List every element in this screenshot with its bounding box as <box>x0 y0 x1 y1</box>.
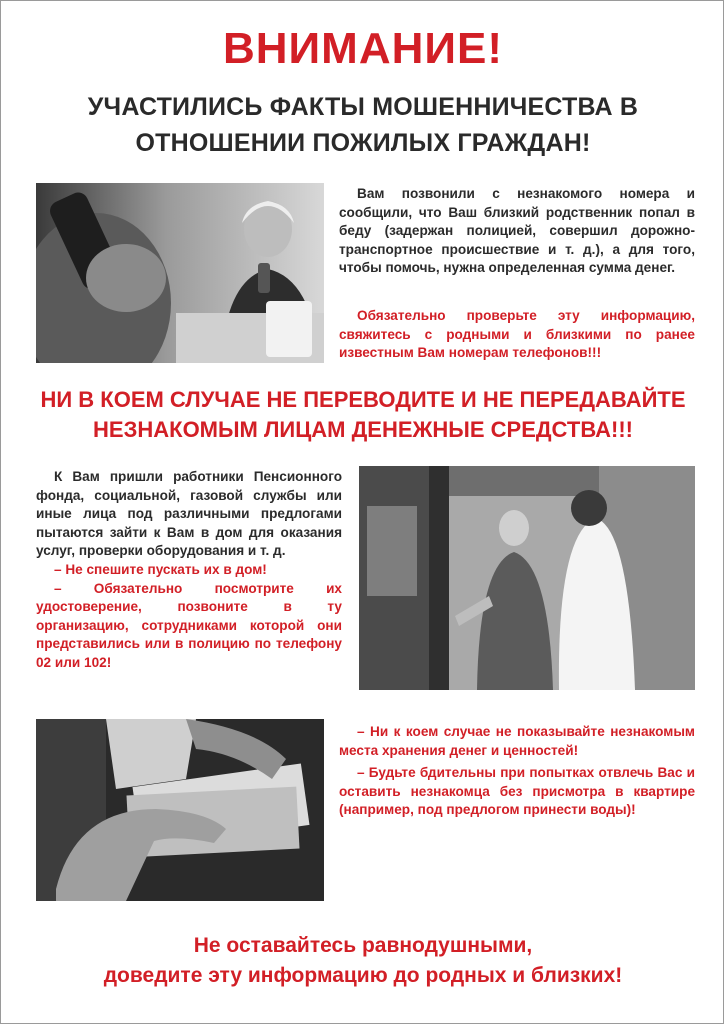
attention-heading: ВНИМАНИЕ! <box>222 24 503 73</box>
warning-subtitle <box>31 89 695 161</box>
footer-line-1: Не оставайтесь равнодушными, <box>193 934 533 957</box>
footer-line-2: доведите эту информацию до родных и близких! <box>103 964 623 987</box>
block3-advice-2: – Будьте бдительны при попытках отвлечь Вас и оставить незнакомца без присмотра в квартире (например, под предлогом принести воды)! <box>339 765 695 818</box>
subtitle-line-2: ОТНОШЕНИИ ПОЖИЛЫХ ГРАЖДАН! <box>135 129 591 157</box>
block2-advice-2: – Обязательно посмотрите их удостоверение, позвоните в ту организацию, сотрудниками которой они представились или в полицию по телефону 02 или 102! <box>36 580 342 670</box>
block2-text <box>36 468 342 673</box>
block1-advice-text: Обязательно проверьте эту информацию, свяжитесь с родными и близкими по ранее известным Вам номерам телефонов!!! <box>339 308 695 361</box>
block2-advice-1: – Не спешите пускать их в дом! <box>54 561 267 577</box>
mid-banner-line-1: НИ В КОЕМ СЛУЧАЕ НЕ ПЕРЕВОДИТЕ И НЕ ПЕРЕДАВАЙТЕ <box>40 387 686 412</box>
block3-advice-1: – Ни к коем случае не показывайте незнакомым места хранения денег и ценностей! <box>339 724 695 758</box>
footer-appeal <box>21 931 705 991</box>
subtitle-line-1: УЧАСТИЛИСЬ ФАКТЫ МОШЕННИЧЕСТВА В <box>87 93 639 121</box>
block2-intro: К Вам пришли работники Пенсионного фонда, социальной, газовой службы или иные лица под различными предлогами пытаются зайти к Вам в дом для оказания услуг, проверки оборудования и т. д. <box>36 469 342 559</box>
money-transfer-warning <box>21 385 705 445</box>
photo-visitor-at-door <box>359 466 695 690</box>
photo-hands-banknotes <box>36 719 324 901</box>
block1-intro-text: Вам позвонили с незнакомого номера и сообщили, что Ваш близкий родственник попал в беду (задержан полицией, совершил дорожно-транспортное происшествие и т. д.), а для того, чтобы помочь, нужна определенная сумма денег. <box>339 186 695 276</box>
photo-elderly-woman-phone <box>36 183 324 363</box>
block3-text <box>339 723 695 820</box>
mid-banner-line-2: НЕЗНАКОМЫМ ЛИЦАМ ДЕНЕЖНЫЕ СРЕДСТВА!!! <box>93 417 633 442</box>
